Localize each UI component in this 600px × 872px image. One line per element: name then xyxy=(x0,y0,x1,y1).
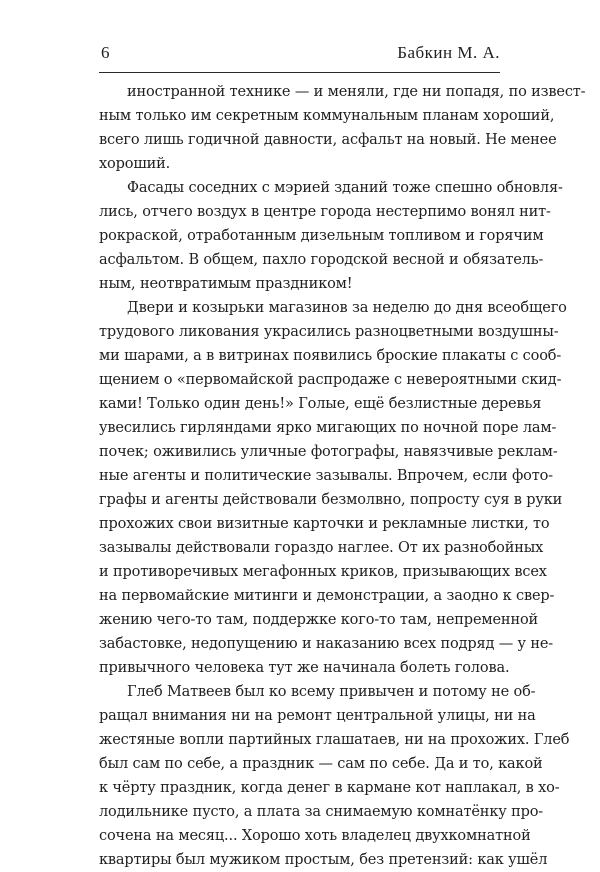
text-line: забастовке, недопущению и наказанию всех подряд — у не- xyxy=(99,636,554,652)
text-line: трудового ликования украсились разноцветными воздушны- xyxy=(99,324,559,340)
text-line: ным только им секретным коммунальным планам хороший, xyxy=(99,108,555,124)
text-line: прохожих свои визитные карточки и рекламные листки, то xyxy=(99,516,550,532)
text-line: и противоречивых мегафонных криков, призывающих всех xyxy=(99,564,547,580)
body-text xyxy=(99,80,586,872)
text-line: асфальтом. В общем, пахло городской весной и обязатель- xyxy=(99,252,544,268)
text-line: жестяные вопли партийных глашатаев, ни на прохожих. Глеб xyxy=(99,732,570,748)
text-line: увесились гирляндами ярко мигающих по ночной поре лам- xyxy=(99,420,557,436)
text-line: зазывалы действовали гораздо наглее. От их разнобойных xyxy=(99,540,544,556)
text-line: привычного человека тут же начинала болеть голова. xyxy=(99,660,510,676)
text-line: был сам по себе, а праздник — сам по себе. Да и то, какой xyxy=(99,756,543,772)
text-line: графы и агенты действовали безмолвно, попросту суя в руки xyxy=(99,492,563,508)
text-line: рокраской, отработанным дизельным топливом и горячим xyxy=(99,228,544,244)
text-line: ками! Только один день!» Голые, ещё безлистные деревья xyxy=(99,396,542,412)
text-line: лись, отчего воздух в центре города нестерпимо вонял нит- xyxy=(99,204,551,220)
text-line: лодильнике пусто, а плата за снимаемую комнатёнку про- xyxy=(99,804,544,820)
running-head: Бабкин М. А. xyxy=(397,43,500,62)
paragraph xyxy=(99,176,563,296)
text-line: сочена на месяц... Хорошо хоть владелец двухкомнатной xyxy=(99,828,531,844)
text-line: ным, неотвратимым праздником! xyxy=(99,276,353,292)
text-line: хороший. xyxy=(99,156,171,172)
text-line: жению чего-то там, поддержке кого-то там, непременной xyxy=(99,612,539,628)
paragraph xyxy=(99,296,567,680)
paragraph xyxy=(99,680,570,872)
text-line: квартиры был мужиком простым, без претензий: как ушёл xyxy=(99,852,548,868)
page-number: 6 xyxy=(101,43,110,62)
text-line: ми шарами, а в витринах появились броские плакаты с сооб- xyxy=(99,348,562,364)
text-line: почек; оживились уличные фотографы, навязчивые реклам- xyxy=(99,444,558,460)
text-line: Двери и козырьки магазинов за неделю до дня всеобщего xyxy=(127,300,567,316)
text-line: ные агенты и политические зазывалы. Впрочем, если фото- xyxy=(99,468,553,484)
text-line: Глеб Матвеев был ко всему привычен и потому не об- xyxy=(127,684,536,700)
page-header xyxy=(99,42,500,73)
text-line: всего лишь годичной давности, асфальт на новый. Не менее xyxy=(99,132,557,148)
text-line: иностранной технике — и меняли, где ни попадя, по извест- xyxy=(127,84,586,100)
text-line: на первомайские митинги и демонстрации, а заодно к свер- xyxy=(99,588,555,604)
paragraph xyxy=(99,80,586,176)
text-line: ращал внимания ни на ремонт центральной улицы, ни на xyxy=(99,708,536,724)
text-line: щением о «первомайской распродаже с невероятными скид- xyxy=(99,372,562,388)
text-line: к чёрту праздник, когда денег в кармане кот наплакал, в хо- xyxy=(99,780,560,796)
text-line: Фасады соседних с мэрией зданий тоже спешно обновля- xyxy=(127,180,563,196)
